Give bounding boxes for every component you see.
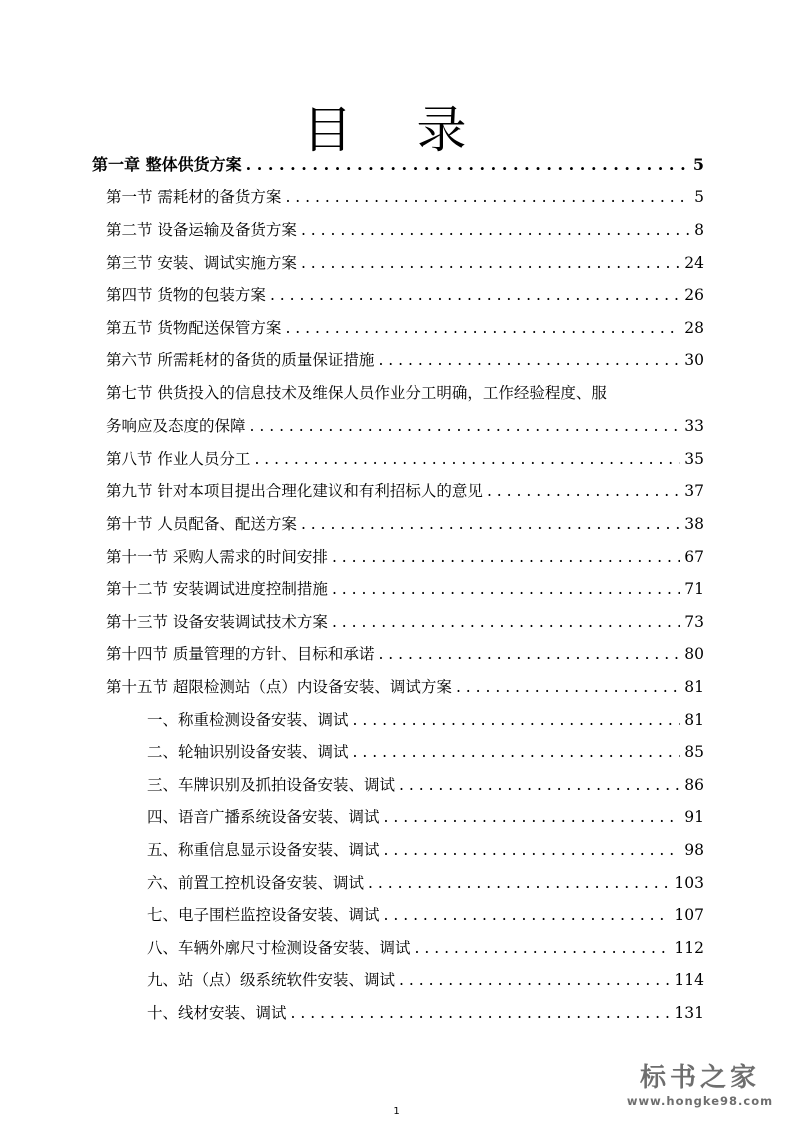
toc-label: 八、车辆外廓尺寸检测设备安装、调试 (147, 939, 411, 957)
toc-page: 98 (684, 841, 704, 859)
toc-label: 第三节 安装、调试实施方案 (106, 254, 297, 272)
toc-label: 五、称重信息显示设备安装、调试 (147, 841, 380, 859)
toc-label: 第六节 所需耗材的备货的质量保证措施 (106, 351, 375, 369)
toc-section[interactable] (106, 512, 704, 536)
page-number: 1 (393, 1106, 400, 1117)
toc-leader-dots (301, 251, 680, 275)
toc-leader-dots (246, 153, 689, 177)
toc-page: 91 (684, 808, 704, 826)
toc-label: 第十五节 超限检测站（点）内设备安装、调试方案 (106, 678, 452, 696)
toc-leader-dots (415, 936, 671, 960)
toc-page: 5 (694, 188, 704, 206)
toc-label: 六、前置工控机设备安装、调试 (147, 874, 365, 892)
toc-page: 5 (692, 155, 704, 174)
toc-page: 114 (674, 971, 704, 989)
toc-label: 第二节 设备运输及备货方案 (106, 221, 297, 239)
toc-label: 务响应及态度的保障 (106, 417, 246, 435)
toc-section[interactable] (106, 316, 704, 340)
toc-page: 81 (684, 678, 704, 696)
toc-page: 67 (684, 548, 704, 566)
toc-label: 第十四节 质量管理的方针、目标和承诺 (106, 645, 375, 663)
toc-section[interactable] (106, 185, 704, 209)
toc-leader-dots (456, 675, 680, 699)
toc-label: 第十二节 安装调试进度控制措施 (106, 580, 328, 598)
toc-label: 第十三节 设备安装调试技术方案 (106, 613, 328, 631)
toc-label: 第八节 作业人员分工 (106, 450, 251, 468)
toc-leader-dots (384, 903, 671, 927)
toc-section[interactable] (106, 218, 704, 242)
toc-label: 第一章 整体供货方案 (92, 155, 242, 174)
toc-label: 第九节 针对本项目提出合理化建议和有利招标人的意见 (106, 482, 483, 500)
toc-leader-dots (399, 968, 670, 992)
toc-page: 33 (684, 417, 704, 435)
toc-leader-dots (254, 447, 680, 471)
toc-subsection[interactable] (147, 1001, 704, 1025)
watermark-logo (625, 1062, 775, 1108)
toc-leader-dots (285, 185, 690, 209)
toc-label: 第四节 货物的包装方案 (106, 286, 266, 304)
toc-page: 30 (684, 351, 704, 369)
toc-label: 第十一节 采购人需求的时间安排 (106, 548, 328, 566)
toc-section[interactable] (106, 675, 704, 699)
toc-leader-dots (332, 577, 680, 601)
toc-section[interactable] (106, 348, 704, 372)
document-title: 目 录 (302, 101, 491, 159)
toc-leader-dots (378, 348, 680, 372)
toc-leader-dots (285, 316, 680, 340)
toc-page: 73 (684, 613, 704, 631)
toc-subsection[interactable] (147, 838, 704, 862)
toc-section[interactable] (106, 447, 704, 471)
toc-page: 71 (684, 580, 704, 598)
toc-leader-dots (301, 218, 690, 242)
toc-page: 37 (684, 482, 704, 500)
toc-label: 第一节 需耗材的备货方案 (106, 188, 282, 206)
toc-subsection[interactable] (147, 740, 704, 764)
toc-label: 四、语音广播系统设备安装、调试 (147, 808, 380, 826)
toc-subsection[interactable] (147, 871, 704, 895)
toc-subsection[interactable] (147, 805, 704, 829)
toc-page: 24 (684, 254, 704, 272)
toc-label: 二、轮轴识别设备安装、调试 (147, 743, 349, 761)
toc-page: 38 (684, 515, 704, 533)
toc-leader-dots (250, 414, 681, 438)
toc-subsection[interactable] (147, 773, 704, 797)
toc-section[interactable] (106, 610, 704, 634)
toc-leader-dots (270, 283, 680, 307)
toc-label: 第十节 人员配备、配送方案 (106, 515, 297, 533)
toc-section[interactable] (106, 545, 704, 569)
toc-leader-dots (291, 1001, 671, 1025)
toc-subsection[interactable] (147, 708, 704, 732)
toc-section[interactable] (106, 251, 704, 275)
toc-leader-dots (487, 479, 680, 503)
toc-page: 112 (674, 939, 704, 957)
toc-label: 一、称重检测设备安装、调试 (147, 711, 349, 729)
toc-page: 81 (684, 711, 704, 729)
toc-page: 107 (674, 906, 704, 924)
toc-section[interactable] (106, 577, 704, 601)
toc-section[interactable] (106, 479, 704, 503)
toc-leader-dots (332, 545, 680, 569)
toc-leader-dots (353, 708, 681, 732)
toc-label: 三、车牌识别及抓拍设备安装、调试 (147, 776, 396, 794)
toc-page: 26 (684, 286, 704, 304)
toc-subsection[interactable] (147, 968, 704, 992)
toc-leader-dots (399, 773, 680, 797)
toc-chapter-1[interactable] (92, 153, 704, 177)
toc-page: 28 (684, 319, 704, 337)
toc-leader-dots (384, 805, 681, 829)
toc-leader-dots (378, 642, 680, 666)
toc-page: 131 (674, 1004, 704, 1022)
toc-page: 35 (684, 450, 704, 468)
watermark-title: 标书之家 (639, 1063, 760, 1093)
toc-section[interactable] (106, 283, 704, 307)
toc-page: 103 (674, 874, 704, 892)
toc-section-7-line-1[interactable]: 第七节 供货投入的信息技术及维保人员作业分工明确，工作经验程度、服 (106, 384, 607, 402)
watermark-url: www.hongke98.com (626, 1094, 774, 1108)
toc-subsection[interactable] (147, 936, 704, 960)
toc-label: 第五节 货物配送保管方案 (106, 319, 282, 337)
toc-leader-dots (353, 740, 681, 764)
toc-page: 8 (694, 221, 704, 239)
toc-label: 七、电子围栏监控设备安装、调试 (147, 906, 380, 924)
toc-page: 86 (684, 776, 704, 794)
toc-section-7-line-2[interactable] (106, 414, 704, 438)
toc-leader-dots (384, 838, 681, 862)
toc-subsection[interactable] (147, 903, 704, 927)
toc-page: 85 (684, 743, 704, 761)
toc-label: 十、线材安装、调试 (147, 1004, 287, 1022)
toc-leader-dots (368, 871, 670, 895)
toc-page: 80 (684, 645, 704, 663)
toc-leader-dots (301, 512, 680, 536)
toc-label: 九、站（点）级系统软件安装、调试 (147, 971, 396, 989)
toc-leader-dots (332, 610, 680, 634)
toc-section[interactable] (106, 642, 704, 666)
